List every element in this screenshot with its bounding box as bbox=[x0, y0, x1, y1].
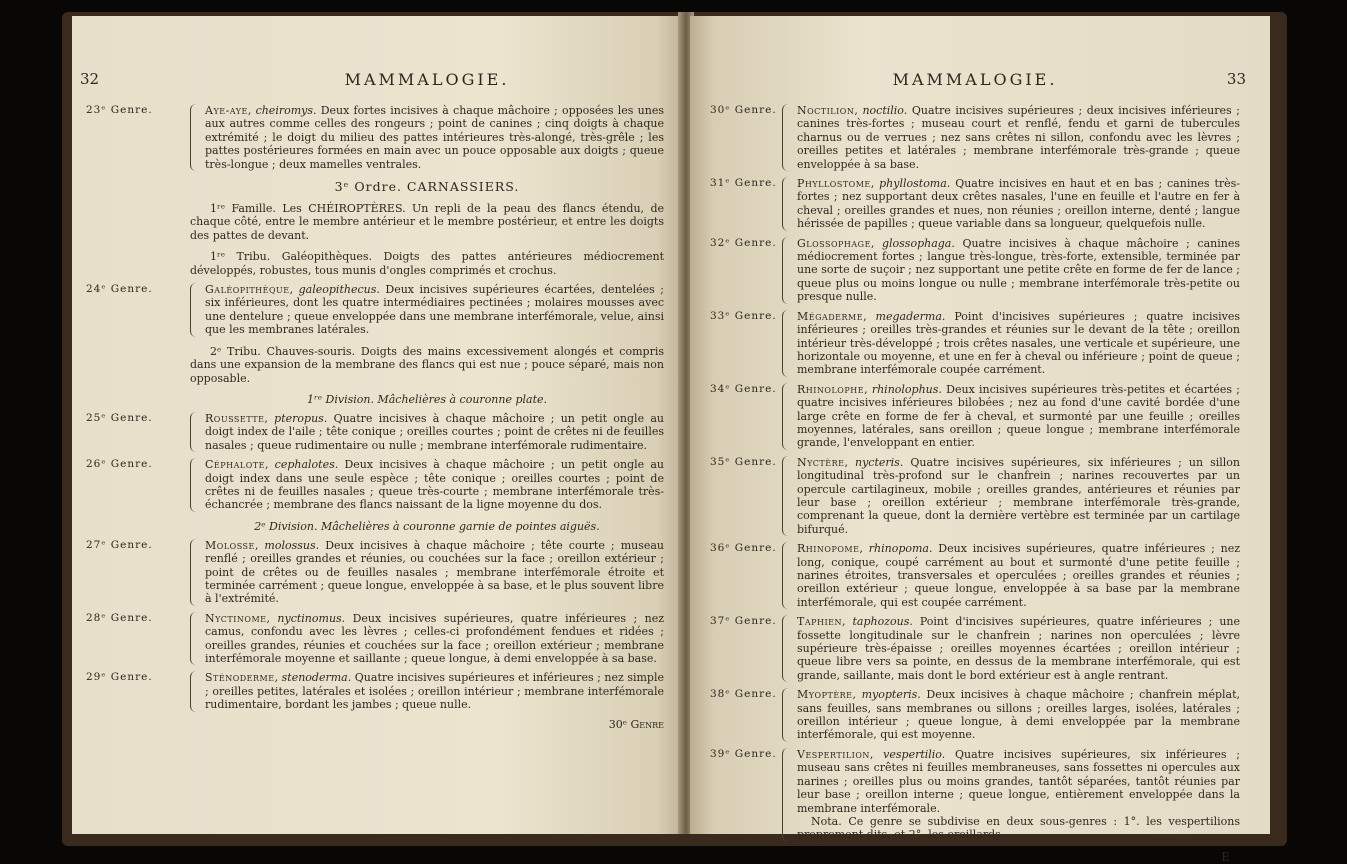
genre-latin: pteropus. bbox=[274, 411, 328, 425]
catchword: 30ᵉ Genre bbox=[608, 717, 664, 731]
genre-label: 24ᵉ Genre. bbox=[86, 283, 153, 296]
genre-name: Nyctère bbox=[797, 455, 845, 469]
brace bbox=[190, 412, 199, 452]
genre-label: 34ᵉ Genre. bbox=[710, 382, 777, 395]
genre-entry: 23ᵉ Genre. Aye-aye, cheiromys. Deux fortes incisives à chaque mâchoire ; opposées les unes aux autres comme celles des rongeurs ; point de canines ; cinq doigts à chaque extrémité ; le doigt du milieu des pattes intérieures très-alongé, très-grêle ; les pattes postérieures formées en main avec un pouce opposable aux doigts ; queue très-longue ; deux mamelles ventrales. bbox=[86, 104, 664, 171]
genre-latin: megaderma. bbox=[875, 309, 946, 323]
left-page bbox=[72, 16, 682, 834]
brace bbox=[190, 671, 199, 711]
brace bbox=[190, 458, 199, 512]
genre-latin: nycteris. bbox=[854, 455, 904, 469]
genre-latin: noctilio. bbox=[862, 104, 908, 117]
genre-name: Nyctinome bbox=[205, 611, 267, 625]
running-head: MAMMALOGIE. bbox=[344, 70, 510, 89]
genre-description: Deux incisives supérieures, quatre inférieures ; nez camus, confondu avec les lèvres ; celles-ci profondément fendues et ridées ; oreilles grandes, réunies et couchées sur la face ; oreillon extérieur ; membrane interfémorale moyenne et saillante ; queue longue, à demi enveloppée à sa base. bbox=[205, 611, 664, 665]
genre-description: Deux incisives à chaque mâchoire ; chanfrein méplat, sans feuilles, sans membranes ou sillons ; oreilles larges, isolées, latérales ; oreillon intérieur ; queue longue, à demi enveloppée par la membrane interfémorale, qui est moyenne. bbox=[797, 688, 1241, 742]
genre-latin: molossus. bbox=[264, 538, 320, 552]
page-number: 33 bbox=[1226, 70, 1246, 88]
genre-latin: vespertilio. bbox=[883, 747, 946, 761]
genre-name: Sténoderme bbox=[205, 671, 275, 685]
genre-description: Quatre incisives supérieures ; deux incisives inférieures ; canines très-fortes ; museau court et renflé, fendu et garni de tubercules charnus ou de verrues ; nez sans crêtes ni sillon, confondu avec les lèvres ; oreilles petites et latérales ; membrane interfémorale très-grande ; queue enveloppée à sa base. bbox=[797, 104, 1240, 171]
brace bbox=[782, 688, 791, 742]
genre-latin: taphozous. bbox=[852, 615, 913, 629]
genre-description: Deux incisives à chaque mâchoire ; tête courte ; museau renflé ; oreilles grandes et réunies, ou couchées sur la face ; oreillon extérieur ; point de crêtes ou de feuilles nasales ; membrane interfémorale étroite et terminée carrément ; queue longue, enveloppée à sa base, et le plus souvent libre à l'extrémité. bbox=[205, 538, 665, 606]
genre-latin: glossophaga. bbox=[881, 236, 955, 250]
genre-latin: cheiromys. bbox=[255, 104, 317, 117]
genre-latin: myopteris. bbox=[861, 688, 921, 702]
genre-latin: stenoderma. bbox=[281, 671, 352, 685]
genre-latin: nyctinomus. bbox=[277, 611, 346, 625]
genre-entry: 35ᵉ Genre. Nyctère, nycteris. Quatre incisives supérieures, six inférieures ; un sillon longitudinal très-profond sur le chanfrein ; narines recouvertes par un opercule cartilagineux, mobile ; oreilles grandes, antérieures et réunies par leur base ; oreillon extérieur ; membrane interfémorale très-grande, comprenant la queue, dont la dernière vertèbre est terminée par un cartilage bifurqué. bbox=[710, 455, 1240, 536]
brace bbox=[782, 383, 791, 450]
brace bbox=[782, 748, 791, 842]
genre-entry: 29ᵉ Genre. Sténoderme, stenoderma. Quatre incisives supérieures et inférieures ; nez simple ; oreilles petites, latérales et isolées ; oreillon intérieur ; membrane interfémorale rudimentaire, bordant les jambes ; queue nulle. bbox=[86, 671, 665, 712]
brace bbox=[782, 615, 791, 682]
genre-latin: phyllostoma. bbox=[879, 177, 951, 191]
nota: Nota. Ce genre se subdivise en deux sous-genres : 1°. les vespertilions proprement dits, et 2°. les oreillards. bbox=[797, 814, 1240, 842]
genre-entry: 28ᵉ Genre. Nyctinome, nyctinomus. Deux incisives supérieures, quatre inférieures ; nez camus, confondu avec les lèvres ; celles-ci profondément fendues et ridées ; oreilles grandes, réunies et couchées sur la face ; oreillon extérieur ; membrane interfémorale moyenne et saillante ; queue longue, à demi enveloppée à sa base. bbox=[86, 611, 664, 665]
genre-label: 33ᵉ Genre. bbox=[710, 309, 777, 322]
brace bbox=[190, 104, 199, 171]
brace bbox=[782, 310, 791, 377]
genre-label: 32ᵉ Genre. bbox=[710, 236, 777, 249]
genre-description: Quatre incisives supérieures, six inférieures ; museau sans crêtes ni feuilles membraneuses, sans fossettes ni opercules aux narines ; oreilles plus ou moins grandes, tantôt séparées, tantôt réunies par leur base ; oreillon interne ; queue longue, entièrement enveloppée dans la membrane interfémorale. bbox=[797, 747, 1240, 815]
genre-label: 28ᵉ Genre. bbox=[86, 611, 153, 624]
genre-latin: rhinolophus. bbox=[871, 382, 942, 396]
genre-label: 37ᵉ Genre. bbox=[710, 615, 777, 628]
genre-label: 27ᵉ Genre. bbox=[86, 538, 153, 551]
brace bbox=[190, 539, 199, 606]
order-heading: 3ᵉ Ordre. CARNASSIERS. bbox=[334, 179, 520, 195]
genre-name: Mégaderme bbox=[797, 309, 864, 323]
genre-description: Point d'incisives supérieures ; quatre incisives inférieures ; oreilles très-grandes et réunies sur le devant de la tête ; oreillon intérieur très-développé ; trois crêtes nasales, une verticale et supérieure, une horizontale ou moyenne, et une en fer à cheval ou inférieure ; point de queue ; membrane interfémorale coupée carrément. bbox=[797, 309, 1241, 377]
genre-name: Céphalote bbox=[205, 458, 265, 472]
genre-label: 25ᵉ Genre. bbox=[86, 411, 153, 424]
genre-description: Deux fortes incisives à chaque mâchoire ; opposées les unes aux autres comme celles des rongeurs ; point de canines ; cinq doigts à chaque extrémité ; le doigt du milieu des pattes intérieures très-alongé, très-grêle ; les pattes postérieures formées en main avec un pouce opposable aux doigts ; queue très-longue ; deux mamelles ventrales. bbox=[205, 104, 664, 171]
genre-label: 26ᵉ Genre. bbox=[86, 458, 153, 471]
genre-name: Taphien bbox=[797, 615, 842, 629]
brace bbox=[782, 104, 791, 171]
genre-description: Quatre incisives supérieures, six inférieures ; un sillon longitudinal très-profond sur le chanfrein ; narines recouvertes par un opercule cartilagineux, mobile ; oreilles grandes, antérieures et réunies par leur base ; oreillon extérieur ; membrane interfémorale très-grande, comprenant la queue, dont la dernière vertèbre est terminée par un cartilage bifurqué. bbox=[797, 455, 1240, 536]
genre-entry: 36ᵉ Genre. Rhinopome, rhinopoma. Deux incisives supérieures, quatre inférieures ; nez long, conique, coupé carrément au bout et surmonté d'une petite feuille ; narines étroites, transversales et operculées ; oreilles grandes et réunies ; oreillon extérieur ; queue longue, enveloppée à sa base par la membrane interfémorale, qui est coupée carrément. bbox=[710, 542, 1240, 609]
family-paragraph: 1ʳᵉ Famille. Les CHÉIROPTÈRES. Un repli de la peau des flancs étendu, de chaque côté, entre le membre antérieur et le membre postérieur, et entre les doigts des pattes de devant. bbox=[190, 202, 664, 242]
right-page-header bbox=[710, 70, 1246, 96]
genre-latin: cephalotes. bbox=[274, 458, 339, 472]
genre-description: Deux incisives à chaque mâchoire ; un petit ongle au doigt index dans une seule espèce ; tête conique ; oreilles courtes ; point de crêtes ni de feuilles nasales ; queue très-courte ; membrane interfémorale très-échancrée ; membrane des flancs naissant de la ligne moyenne du dos. bbox=[205, 458, 664, 512]
genre-latin: galeopithecus. bbox=[298, 283, 380, 297]
genre-name: Phyllostome bbox=[797, 177, 871, 191]
brace bbox=[782, 237, 791, 304]
genre-description: Point d'incisives supérieures, quatre inférieures ; une fossette longitudinale sur le chanfrein ; narines non operculées ; lèvre supérieure très-épaisse ; oreilles moyennes écartées ; oreillon intérieur ; queue libre vers sa pointe, en dessus de la membrane interfémorale, qui est grande, saillante, mais dont le bord extérieur est à angle rentrant. bbox=[797, 615, 1240, 682]
genre-label: 29ᵉ Genre. bbox=[86, 671, 153, 684]
brace bbox=[782, 542, 791, 609]
left-page-header bbox=[80, 70, 664, 96]
genre-name: Glossophage bbox=[797, 236, 871, 250]
genre-name: Aye-aye bbox=[205, 104, 248, 117]
genre-name: Vespertilion bbox=[797, 747, 870, 761]
genre-entry: 38ᵉ Genre. Myoptère, myopteris. Deux incisives à chaque mâchoire ; chanfrein méplat, sans feuilles, sans membranes ou sillons ; oreilles larges, isolées, latérales ; oreillon intérieur ; queue longue, à demi enveloppée par la membrane interfémorale, qui est moyenne. bbox=[710, 688, 1241, 742]
genre-entry: 31ᵉ Genre. Phyllostome, phyllostoma. Quatre incisives en haut et en bas ; canines très-fortes ; nez supportant deux crêtes nasales, l'une en feuille et l'autre en fer à cheval ; oreilles grandes et nues, non réunies ; oreillon interne, denté ; langue hérissée de papilles ; queue variable dans sa longueur, quelquefois nulle. bbox=[710, 177, 1240, 231]
genre-description: Deux incisives supérieures très-petites et écartées ; quatre incisives inférieures bilobées ; nez au fond d'une cavité bordée d'une large crête en forme de fer à cheval, et surmonté par une feuille ; oreilles moyennes, latérales, sans oreillon ; queue longue ; membrane interfémorale grande, l'enveloppant en entier. bbox=[797, 382, 1241, 450]
genre-name: Noctilion bbox=[797, 104, 855, 117]
genre-label: 39ᵉ Genre. bbox=[710, 747, 777, 760]
genre-name: Myoptère bbox=[797, 688, 853, 702]
genre-name: Rhinopome bbox=[797, 542, 860, 556]
genre-entry: 34ᵉ Genre. Rhinolophe, rhinolophus. Deux incisives supérieures très-petites et écartées ; quatre incisives inférieures bilobées ; nez au fond d'une cavité bordée d'une large crête en forme de fer à cheval, et surmonté par une feuille ; oreilles moyennes, latérales, sans oreillon ; queue longue ; membrane interfémorale grande, l'enveloppant en entier. bbox=[710, 382, 1241, 450]
division-heading: 1ʳᵉ Division. Mâchelières à couronne plate. bbox=[306, 392, 548, 406]
brace bbox=[190, 612, 199, 666]
genre-list bbox=[710, 104, 1240, 842]
genre-entry: 24ᵉ Genre. Galéopithèque, galeopithecus. Deux incisives supérieures écartées, dentelées ; six inférieures, dont les quatre intermédiaires pectinées ; molaires mousses avec une dentelure ; queue enveloppée dans une membrane interfémorale, velue, ainsi que les membranes latérales. bbox=[86, 283, 664, 337]
genre-entry: 39ᵉ Genre. Vespertilion, vespertilio. Quatre incisives supérieures, six inférieures ; museau sans crêtes ni feuilles membraneuses, sans fossettes ni opercules aux narines ; oreilles plus ou moins grandes, tantôt séparées, tantôt réunies par leur base ; oreillon interne ; queue longue, entièrement enveloppée dans la membrane interfémorale. Nota. Ce genre se subdivise en deux sous-genres : 1°. les vespertilions proprement dits, et 2°. les oreillards. bbox=[710, 747, 1240, 842]
genre-name: Galéopithèque bbox=[205, 283, 290, 297]
genre-description: Quatre incisives en haut et en bas ; canines très-fortes ; nez supportant deux crêtes nasales, l'une en feuille et l'autre en fer à cheval ; oreilles grandes et nues, non réunies ; oreillon interne, denté ; langue hérissée de papilles ; queue variable dans sa longueur, quelquefois nulle. bbox=[797, 177, 1240, 231]
division-heading: 2ᵉ Division. Mâchelières à couronne garnie de pointes aiguës. bbox=[254, 519, 600, 533]
genre-entry: 32ᵉ Genre. Glossophage, glossophaga. Quatre incisives à chaque mâchoire ; canines médiocrement fortes ; langue très-longue, très-forte, extensible, terminée par une sorte de suçoir ; nez supportant une petite crête en forme de fer de lance ; queue plus ou moins longue ou nulle ; membrane interfémorale très-petite ou presque nulle. bbox=[710, 236, 1240, 304]
running-head: MAMMALOGIE. bbox=[892, 70, 1058, 89]
genre-entry: 33ᵉ Genre. Mégaderme, megaderma. Point d'incisives supérieures ; quatre incisives inférieures ; oreilles très-grandes et réunies sur le devant de la tête ; oreillon intérieur très-développé ; trois crêtes nasales, une verticale et supérieure, une horizontale ou moyenne, et une en fer à cheval ou inférieure ; point de queue ; membrane interfémorale coupée carrément. bbox=[710, 309, 1241, 377]
genre-label: 35ᵉ Genre. bbox=[710, 455, 777, 468]
genre-description: Deux incisives supérieures écartées, dentelées ; six inférieures, dont les quatre intermédiaires pectinées ; molaires mousses avec une dentelure ; queue enveloppée dans une membrane interfémorale, velue, ainsi que les membranes latérales. bbox=[205, 283, 664, 337]
genre-description: Quatre incisives à chaque mâchoire ; canines médiocrement fortes ; langue très-longue, très-forte, extensible, terminée par une sorte de suçoir ; nez supportant une petite crête en forme de fer de lance ; queue plus ou moins longue ou nulle ; membrane interfémorale très-petite ou presque nulle. bbox=[797, 236, 1240, 304]
genre-label: 23ᵉ Genre. bbox=[86, 104, 153, 116]
genre-latin: rhinopoma. bbox=[868, 542, 933, 556]
genre-name: Rhinolophe bbox=[797, 382, 865, 396]
signature-mark: E bbox=[1221, 849, 1230, 864]
genre-label: 31ᵉ Genre. bbox=[710, 177, 777, 190]
genre-entry: 25ᵉ Genre. Roussette, pteropus. Quatre incisives à chaque mâchoire ; un petit ongle au doigt index de l'aile ; tête conique ; oreilles courtes ; point de crêtes ni de feuilles nasales ; queue rudimentaire ou nulle ; membrane interfémorale rudimentaire. bbox=[86, 411, 664, 452]
genre-name: Molosse bbox=[205, 538, 255, 552]
tribe-paragraph: 1ʳᵉ Tribu. Galéopithèques. Doigts des pattes antérieures médiocrement développés, robustes, tous munis d'ongles comprimés et crochus. bbox=[190, 250, 664, 277]
brace bbox=[782, 456, 791, 536]
genre-entry: 27ᵉ Genre. Molosse, molossus. Deux incisives à chaque mâchoire ; tête courte ; museau renflé ; oreilles grandes et réunies, ou couchées sur la face ; oreillon extérieur ; point de crêtes ou de feuilles nasales ; membrane interfémorale étroite et terminée carrément ; queue longue, enveloppée à sa base, et le plus souvent libre à l'extrémité. bbox=[86, 538, 665, 606]
brace bbox=[782, 177, 791, 231]
genre-label: 36ᵉ Genre. bbox=[710, 542, 777, 555]
genre-description: Deux incisives supérieures, quatre inférieures ; nez long, conique, coupé carrément au bout et surmonté d'une petite feuille ; narines étroites, transversales et operculées ; oreilles grandes et réunies ; oreillon extérieur ; queue longue, enveloppée à sa base par la membrane interfémorale, qui est coupée carrément. bbox=[797, 542, 1240, 609]
genre-entry: 26ᵉ Genre. Céphalote, cephalotes. Deux incisives à chaque mâchoire ; un petit ongle au doigt index dans une seule espèce ; tête conique ; oreilles courtes ; point de crêtes ni de feuilles nasales ; queue très-courte ; membrane interfémorale très-échancrée ; membrane des flancs naissant de la ligne moyenne du dos. bbox=[86, 458, 664, 512]
genre-description: Quatre incisives supérieures et inférieures ; nez simple ; oreilles petites, latérales et isolées ; oreillon intérieur ; membrane interfémorale rudimentaire, bordant les jambes ; queue nulle. bbox=[205, 671, 665, 712]
genre-label: 38ᵉ Genre. bbox=[710, 688, 777, 701]
tribe-paragraph: 2ᵉ Tribu. Chauves-souris. Doigts des mains excessivement alongés et compris dans une expansion de la membrane des flancs qui est nue ; pouce séparé, mais non opposable. bbox=[190, 344, 664, 385]
genre-label: 30ᵉ Genre. bbox=[710, 104, 777, 116]
genre-entry: 30ᵉ Genre. Noctilion, noctilio. Quatre incisives supérieures ; deux incisives inférieures ; canines très-fortes ; museau court et renflé, fendu et garni de tubercules charnus ou de verrues ; nez sans crêtes ni sillon, confondu avec les lèvres ; oreilles petites et latérales ; membrane interfémorale très-grande ; queue enveloppée à sa base. bbox=[710, 104, 1240, 171]
genre-name: Roussette bbox=[205, 411, 265, 425]
page-number: 32 bbox=[80, 70, 100, 88]
genre-entry: 37ᵉ Genre. Taphien, taphozous. Point d'incisives supérieures, quatre inférieures ; une fossette longitudinale sur le chanfrein ; narines non operculées ; lèvre supérieure très-épaisse ; oreilles moyennes écartées ; oreillon intérieur ; queue libre vers sa pointe, en dessus de la membrane interfémorale, qui est grande, saillante, mais dont le bord extérieur est à angle rentrant. bbox=[710, 615, 1240, 682]
genre-description: Quatre incisives à chaque mâchoire ; un petit ongle au doigt index de l'aile ; tête conique ; oreilles courtes ; point de crêtes ni de feuilles nasales ; queue rudimentaire ou nulle ; membrane interfémorale rudimentaire. bbox=[205, 411, 664, 452]
right-page bbox=[690, 16, 1270, 864]
brace bbox=[190, 283, 199, 337]
